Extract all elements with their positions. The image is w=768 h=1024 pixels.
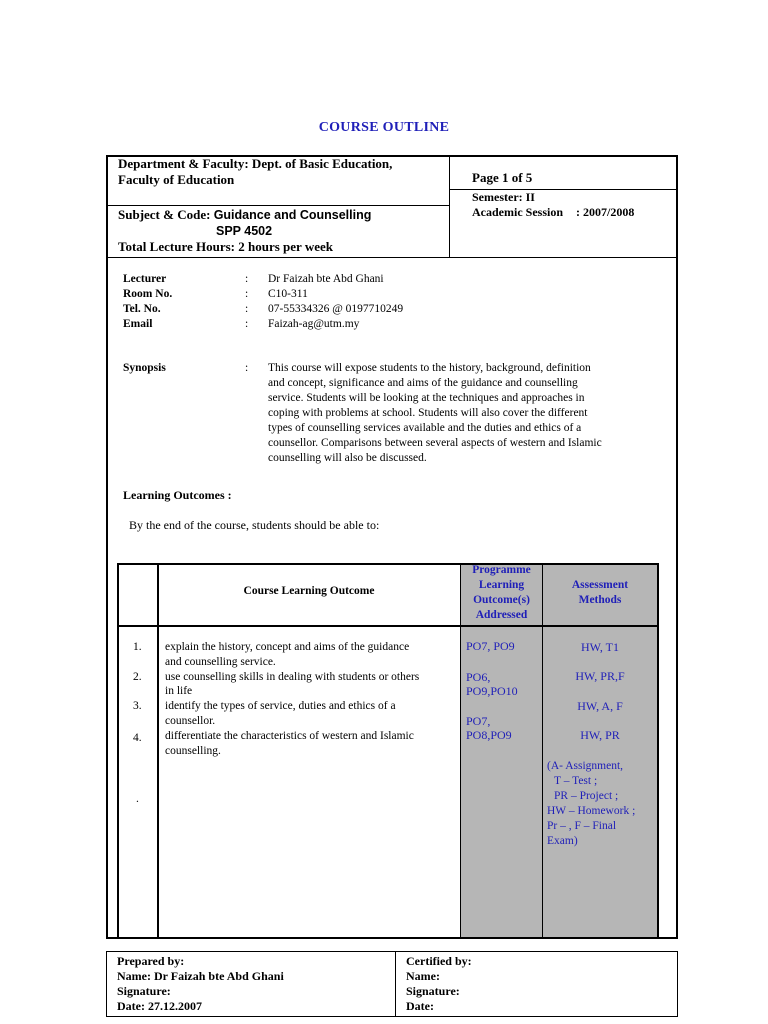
legend-line: T – Test ;: [554, 775, 598, 787]
prepared-by-label: Prepared by:: [117, 954, 185, 968]
info-colon: :: [245, 288, 249, 300]
row-number: 4.: [133, 732, 142, 744]
synopsis-line: types of counselling services available and the duties and ethics of a: [268, 422, 582, 434]
academic-session-value: : 2007/2008: [576, 205, 635, 219]
certified-by-label: Certified by:: [406, 954, 472, 968]
info-label: Lecturer: [123, 273, 167, 285]
legend-line: Exam): [547, 835, 578, 847]
assessment-legend: [547, 759, 659, 849]
info-row-email: [123, 317, 523, 332]
certified-by-date: Date:: [406, 999, 434, 1013]
header-divider-vertical: [449, 156, 450, 258]
info-value: Dr Faizah bte Abd Ghani: [268, 273, 384, 285]
programme-code: PO9,PO10: [466, 684, 518, 698]
legend-line: PR – Project ;: [554, 790, 619, 802]
prepared-by-date: Date: 27.12.2007: [117, 999, 202, 1013]
synopsis-line: coping with problems at school. Students will also cover the different: [268, 407, 588, 419]
prepared-by-signature: Signature:: [117, 984, 171, 998]
outcome-list: [165, 640, 457, 758]
assessment-method: HW, A, F: [577, 699, 623, 713]
semester: Semester: II: [472, 190, 535, 204]
legend-line: HW – Homework ;: [547, 805, 636, 817]
synopsis-line: counselling will also be discussed.: [268, 452, 427, 464]
synopsis-line: service. Students will be looking at the techniques and approaches in: [268, 392, 585, 404]
info-colon: :: [245, 318, 249, 330]
col-header-assessment-line: Methods: [578, 594, 622, 606]
document-title: COURSE OUTLINE: [318, 120, 450, 135]
col-header-assessment: [543, 578, 657, 608]
col-header-assessment-line: Assessment: [571, 579, 629, 591]
row-number: .: [136, 793, 139, 805]
subject-line: [118, 207, 371, 223]
certified-by-block: [406, 954, 472, 1014]
programme-code: PO6,: [466, 670, 491, 684]
info-row-lecturer: [123, 272, 523, 287]
col-header-outcome: Course Learning Outcome: [243, 585, 375, 597]
outcome-line: explain the history, concept and aims of the guidance: [165, 641, 410, 653]
footer-divider: [395, 952, 396, 1016]
lecturer-info: [123, 272, 523, 334]
outcome-line: differentiate the characteristics of western and Islamic: [165, 729, 414, 742]
prepared-by-name: Name: Dr Faizah bte Abd Ghani: [117, 969, 284, 983]
programme-code: PO7,: [466, 714, 491, 728]
subject-code: SPP 4502: [216, 224, 273, 238]
subject-label: Subject & Code:: [118, 207, 214, 222]
table-col-divider-1: [157, 565, 159, 937]
info-label: Tel. No.: [123, 303, 161, 315]
subject-name: Guidance and Counselling: [213, 208, 372, 222]
info-row-tel: [123, 302, 523, 317]
synopsis-label: Synopsis: [123, 362, 166, 374]
department-line2: Faculty of Education: [118, 172, 235, 187]
col-header-programme-line: Programme: [472, 564, 531, 576]
outcome-line: use counselling skills in dealing with students or others: [165, 670, 420, 683]
header-bottom-rule: [107, 257, 677, 258]
outcome-line: and counselling service.: [165, 655, 276, 668]
info-colon: :: [245, 273, 249, 285]
col-header-programme-line: Outcome(s): [473, 594, 530, 606]
lecture-hours: [118, 239, 333, 255]
row-number: 2.: [133, 671, 142, 683]
synopsis-line: counsellor. Comparisons between several aspects of western and Islamic: [268, 437, 602, 449]
synopsis-text: [268, 361, 668, 466]
col-header-programme: [461, 563, 542, 623]
programme-code: PO7, PO9: [466, 639, 515, 653]
certified-by-signature: Signature:: [406, 984, 460, 998]
header-divider-left: [107, 205, 449, 206]
outcome-line: counsellor.: [165, 714, 216, 727]
outcome-line: identify the types of service, duties and ethics of a: [165, 700, 396, 713]
learning-outcomes-intro: By the end of the course, students should be able to:: [129, 518, 380, 532]
synopsis-line: and concept, significance and aims of the guidance and counselling: [268, 377, 578, 389]
info-value: C10-311: [268, 288, 308, 300]
row-number: 3.: [133, 700, 142, 712]
row-number: 1.: [133, 641, 142, 653]
synopsis-colon: :: [245, 362, 249, 374]
info-row-room: [123, 287, 523, 302]
prepared-by-block: [117, 954, 284, 1014]
learning-outcomes-heading: Learning Outcomes :: [123, 488, 232, 502]
info-value: 07-55334326 @ 0197710249: [268, 303, 404, 315]
info-label: Email: [123, 318, 153, 330]
page-indicator: Page 1 of 5: [472, 170, 533, 185]
department-line1: Department & Faculty: Dept. of Basic Education,: [118, 156, 393, 171]
outcome-line: counselling.: [165, 744, 221, 757]
academic-session-label: Academic Session: [472, 205, 563, 219]
programme-code: PO8,PO9: [466, 728, 512, 742]
assessment-method: HW, PR: [580, 728, 620, 742]
certified-by-name: Name:: [406, 969, 440, 983]
outcome-line: in life: [165, 685, 193, 698]
col-header-programme-line: Learning: [478, 579, 525, 591]
table-col-divider-3: [542, 565, 543, 937]
col-header-programme-line: Addressed: [475, 609, 528, 621]
email-link[interactable]: Faizah-ag@utm.my: [268, 318, 360, 330]
info-colon: :: [245, 303, 249, 315]
lecture-hours-text: Total Lecture Hours: 2 hours per week: [118, 239, 333, 254]
assessment-method: HW, PR,F: [575, 669, 625, 683]
synopsis-line: This course will expose students to the history, background, definition: [268, 362, 591, 374]
legend-line: Pr – , F – Final: [547, 820, 617, 832]
table-header-rule: [119, 625, 657, 627]
legend-line: (A- Assignment,: [547, 760, 624, 772]
info-label: Room No.: [123, 288, 173, 300]
assessment-method: HW, T1: [580, 640, 619, 654]
